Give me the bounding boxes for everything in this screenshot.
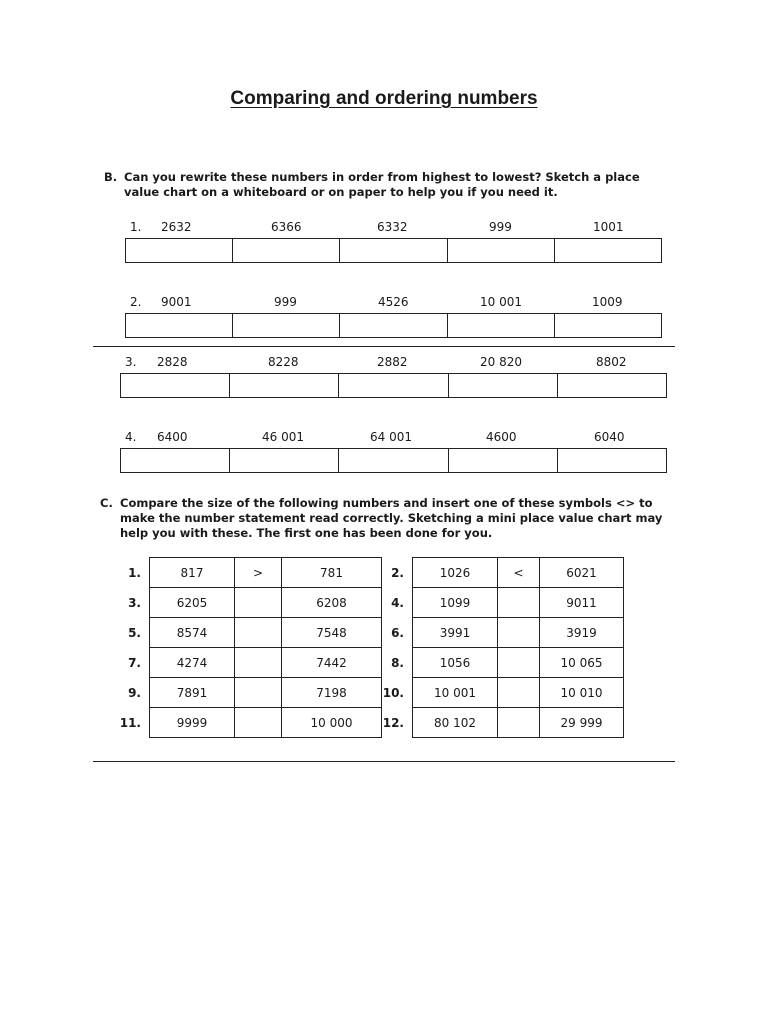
first-number: 8574 [150,618,235,648]
answer-box[interactable] [558,449,666,472]
order-row-labels [120,428,667,448]
order-row-4 [120,428,667,473]
symbol-box[interactable] [235,618,282,648]
comparison-row [110,708,382,738]
first-number: 4274 [150,648,235,678]
symbol-box[interactable] [235,678,282,708]
comparison-row [372,708,624,738]
symbol-box[interactable] [498,588,540,618]
second-number: 10 010 [540,678,624,708]
comparison-row [110,618,382,648]
first-number: 817 [150,558,235,588]
question-number: 4. [391,595,404,610]
second-number: 29 999 [540,708,624,738]
section-c-instruction [100,496,675,541]
order-number: 20 820 [480,355,522,369]
section-b-letter: B. [104,170,118,184]
order-number: 2828 [157,355,188,369]
section-c-text: Compare the size of the following numbers and insert one of these symbols <> to make the number statement read correctly. Sketching a mini place value chart may help you with these. The first one has been done for you. [120,496,663,540]
symbol-box[interactable] [498,618,540,648]
question-number: 11. [119,715,141,730]
question-number: 6. [391,625,404,640]
order-number: 2882 [377,355,408,369]
comparison-row [110,558,382,588]
order-number: 4526 [378,295,409,309]
answer-boxes [125,238,662,263]
first-number: 3991 [413,618,498,648]
answer-boxes [125,313,662,338]
order-row-1 [125,218,662,263]
order-row-2 [125,293,662,338]
first-number: 6205 [150,588,235,618]
question-number: 1. [128,565,141,580]
question-number: 3. [128,595,141,610]
order-number: 8228 [268,355,299,369]
second-number: 7442 [282,648,382,678]
answer-box[interactable] [126,239,233,262]
page-title: Comparing and ordering numbers [230,88,538,109]
comparison-row [372,558,624,588]
order-number: 999 [274,295,297,309]
order-number: 8802 [596,355,627,369]
second-number: 3919 [540,618,624,648]
symbol-box[interactable]: < [498,558,540,588]
answer-box[interactable] [555,314,661,337]
answer-box[interactable] [558,374,666,397]
order-row-labels [125,293,662,313]
first-number: 80 102 [413,708,498,738]
order-number: 10 001 [480,295,522,309]
first-number: 10 001 [413,678,498,708]
comparison-row [110,648,382,678]
comparison-row [372,618,624,648]
answer-box[interactable] [230,374,339,397]
symbol-box[interactable] [498,678,540,708]
order-row-3 [120,353,667,398]
comparison-row [110,588,382,618]
first-number: 9999 [150,708,235,738]
comparison-row [372,648,624,678]
answer-box[interactable] [340,239,447,262]
answer-box[interactable] [555,239,661,262]
order-number: 46 001 [262,430,304,444]
question-number: 5. [128,625,141,640]
row-number: 1. [130,220,142,234]
answer-box[interactable] [126,314,233,337]
answer-box[interactable] [449,374,558,397]
second-number: 7198 [282,678,382,708]
symbol-box[interactable] [235,708,282,738]
divider-line [93,761,675,762]
order-number: 6366 [271,220,302,234]
answer-box[interactable] [121,374,230,397]
symbol-box[interactable]: > [235,558,282,588]
first-number: 7891 [150,678,235,708]
symbol-box[interactable] [235,588,282,618]
question-number: 10. [382,685,404,700]
question-number: 8. [391,655,404,670]
symbol-box[interactable] [498,708,540,738]
answer-box[interactable] [340,314,447,337]
section-c-letter: C. [100,496,113,510]
order-number: 1001 [593,220,624,234]
order-number: 1009 [592,295,623,309]
section-b-instruction [104,170,674,200]
second-number: 9011 [540,588,624,618]
answer-box[interactable] [233,314,340,337]
order-number: 6332 [377,220,408,234]
order-number: 4600 [486,430,517,444]
question-number: 9. [128,685,141,700]
symbol-box[interactable] [498,648,540,678]
first-number: 1026 [413,558,498,588]
order-number: 64 001 [370,430,412,444]
divider-line [93,346,675,347]
order-number: 9001 [161,295,192,309]
comparison-row [372,678,624,708]
comparison-table-left [110,557,382,738]
second-number: 6208 [282,588,382,618]
answer-box[interactable] [448,314,555,337]
second-number: 781 [282,558,382,588]
comparison-row [372,588,624,618]
order-number: 2632 [161,220,192,234]
question-number: 12. [382,715,404,730]
question-number: 2. [391,565,404,580]
order-number: 999 [489,220,512,234]
first-number: 1056 [413,648,498,678]
section-b-text: Can you rewrite these numbers in order from highest to lowest? Sketch a place value chart on a whiteboard or on paper to help you if you need it. [124,170,640,199]
order-row-labels [125,218,662,238]
row-number: 3. [125,355,137,369]
answer-boxes [120,373,667,398]
answer-boxes [120,448,667,473]
answer-box[interactable] [230,449,339,472]
order-number: 6040 [594,430,625,444]
comparison-row [110,678,382,708]
row-number: 4. [125,430,137,444]
answer-box[interactable] [339,449,448,472]
answer-box[interactable] [448,239,555,262]
answer-box[interactable] [339,374,448,397]
symbol-box[interactable] [235,648,282,678]
comparison-table-right [372,557,624,738]
second-number: 6021 [540,558,624,588]
second-number: 10 000 [282,708,382,738]
second-number: 10 065 [540,648,624,678]
first-number: 1099 [413,588,498,618]
answer-box[interactable] [449,449,558,472]
order-number: 6400 [157,430,188,444]
answer-box[interactable] [233,239,340,262]
question-number: 7. [128,655,141,670]
row-number: 2. [130,295,142,309]
second-number: 7548 [282,618,382,648]
answer-box[interactable] [121,449,230,472]
order-row-labels [120,353,667,373]
